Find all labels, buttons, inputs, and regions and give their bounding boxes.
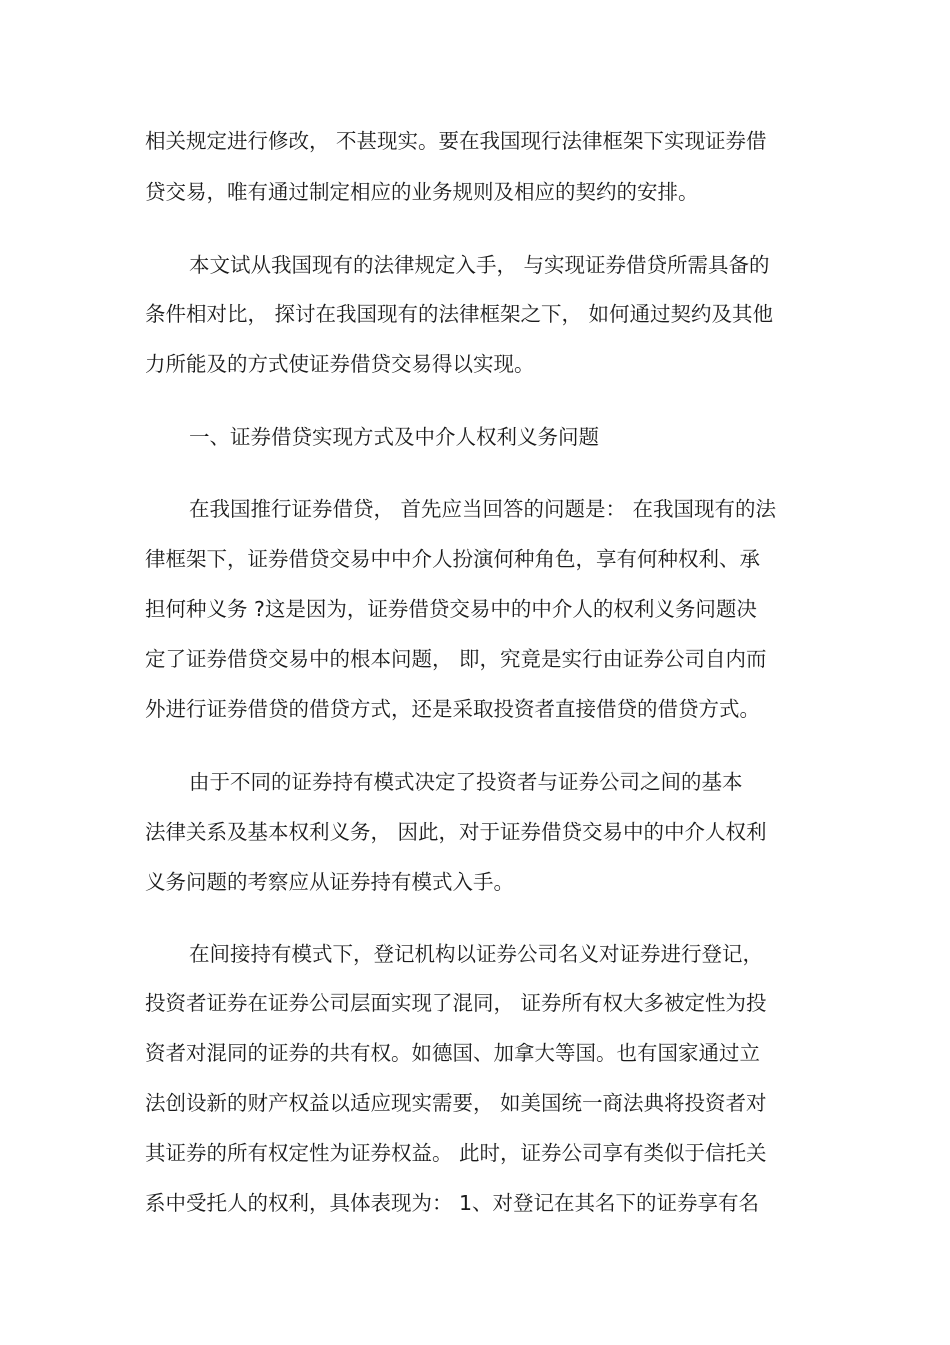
paragraph-4-line-5: 外进行证券借贷的借贷方式，还是采取投资者直接借贷的借贷方式。 [145, 697, 760, 721]
paragraph-6-line-1: 在间接持有模式下，登记机构以证券公司名义对证券进行登记， [189, 942, 763, 966]
paragraph-4-line-3: 担何种义务 ?这是因为，证券借贷交易中的中介人的权利义务问题决 [145, 597, 757, 621]
paragraph-1-line-1: 相关规定进行修改， 不甚现实。要在我国现行法律框架下实现证券借 [145, 129, 767, 153]
paragraph-2-line-2: 条件相对比， 探讨在我国现有的法律框架之下， 如何通过契约及其他 [145, 302, 774, 326]
paragraph-6-line-4: 法创设新的财产权益以适应现实需要， 如美国统一商法典将投资者对 [145, 1091, 767, 1115]
paragraph-2-line-3: 力所能及的方式使证券借贷交易得以实现。 [145, 352, 535, 376]
paragraph-6-line-5: 其证券的所有权定性为证券权益。 此时，证券公司享有类似于信托关 [145, 1141, 767, 1165]
paragraph-6-line-6: 系中受托人的权利，具体表现为： 1、对登记在其名下的证券享有名 [145, 1191, 760, 1215]
paragraph-2-line-1: 本文试从我国现有的法律规定入手， 与实现证券借贷所需具备的 [189, 253, 770, 277]
paragraph-6-line-2: 投资者证券在证券公司层面实现了混同， 证券所有权大多被定性为投 [145, 991, 767, 1015]
paragraph-5-line-1: 由于不同的证券持有模式决定了投资者与证券公司之间的基本 [189, 770, 743, 794]
paragraph-5-line-2: 法律关系及基本权利义务， 因此，对于证券借贷交易中的中介人权利 [145, 820, 767, 844]
paragraph-6-line-3: 资者对混同的证券的共有权。如德国、加拿大等国。也有国家通过立 [145, 1041, 760, 1065]
paragraph-4-line-2: 律框架下，证券借贷交易中中介人扮演何种角色，享有何种权利、承 [145, 547, 760, 571]
section-heading: 一、证券借贷实现方式及中介人权利义务问题 [189, 425, 599, 449]
paragraph-4-line-1: 在我国推行证券借贷， 首先应当回答的问题是： 在我国现有的法 [189, 497, 777, 521]
paragraph-4-line-4: 定了证券借贷交易中的根本问题， 即，究竟是实行由证券公司自内而 [145, 647, 767, 671]
paragraph-1-line-2: 贷交易，唯有通过制定相应的业务规则及相应的契约的安排。 [145, 180, 699, 204]
paragraph-5-line-3: 义务问题的考察应从证券持有模式入手。 [145, 870, 514, 894]
